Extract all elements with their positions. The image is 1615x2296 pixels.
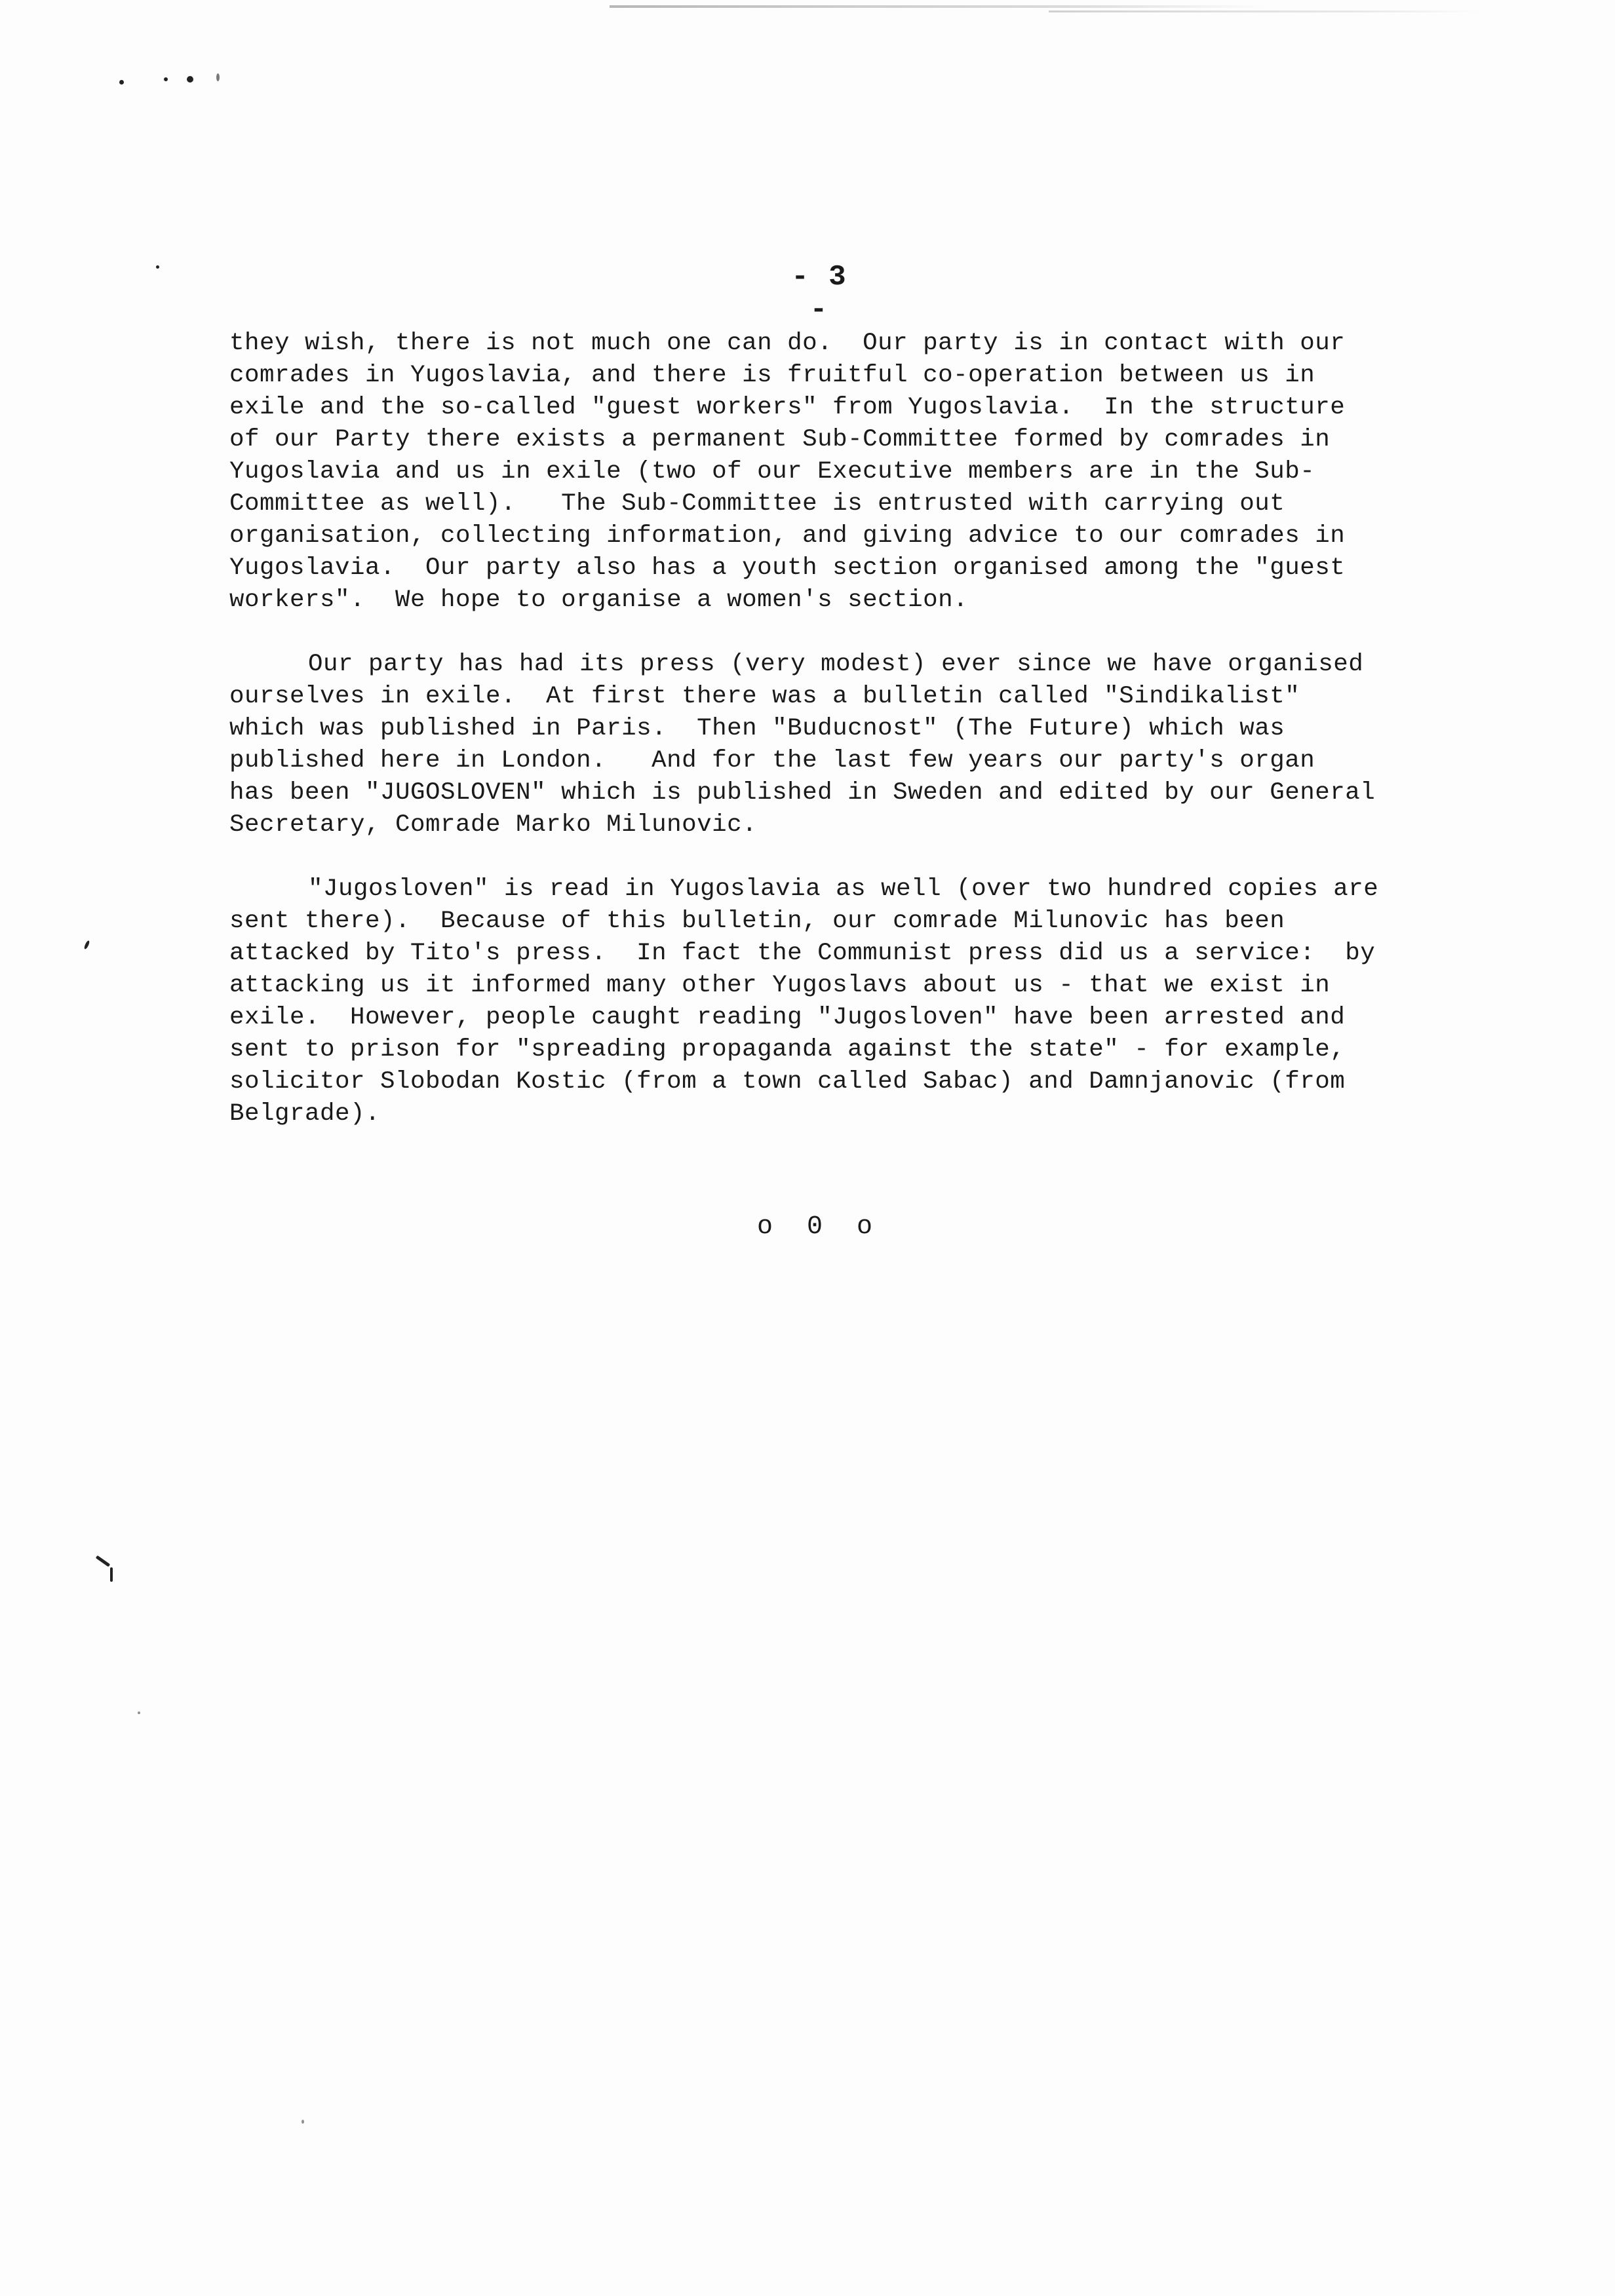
scan-edge-line: [610, 5, 1265, 8]
text-line: attacking us it informed many other Yugoslavs about us - that we exist in: [229, 972, 1331, 999]
text-line: sent to prison for "spreading propaganda against the state" - for example,: [229, 1036, 1346, 1063]
text-line: published here in London. And for the last few years our party's organ: [229, 747, 1315, 775]
scan-speck: [164, 77, 168, 81]
text-line: of our Party there exists a permanent Sub-Committee formed by comrades in: [229, 426, 1331, 453]
text-line: solicitor Slobodan Kostic (from a town called Sabac) and Damnjanovic (from: [229, 1068, 1346, 1096]
text-line: workers". We hope to organise a women's section.: [229, 586, 969, 614]
paragraph: [229, 328, 1481, 617]
scan-speck: [83, 940, 90, 950]
scan-speck: [187, 76, 193, 83]
scan-speck: [216, 73, 220, 81]
text-line: Secretary, Comrade Marko Milunovic.: [229, 811, 758, 839]
scan-speck: [96, 1556, 111, 1567]
text-line: Our party has had its press (very modest) ever since we have organised: [308, 651, 1364, 678]
page-number: - 3 -: [791, 261, 847, 326]
scan-speck: [302, 2120, 304, 2124]
paragraph: [229, 649, 1481, 841]
text-line: sent there). Because of this bulletin, our comrade Milunovic has been: [229, 908, 1285, 935]
scan-speck: [119, 80, 124, 85]
text-line: ourselves in exile. At first there was a bulletin called "Sindikalist": [229, 683, 1300, 710]
text-line: Committee as well). The Sub-Committee is entrusted with carrying out: [229, 490, 1285, 518]
document-body: [229, 328, 1481, 1162]
text-line: exile and the so-called "guest workers" from Yugoslavia. In the structure: [229, 394, 1346, 421]
text-line: Yugoslavia. Our party also has a youth section organised among the "guest: [229, 554, 1346, 582]
text-line: has been "JUGOSLOVEN" which is published in Sweden and edited by our General: [229, 779, 1376, 807]
text-line: organisation, collecting information, and giving advice to our comrades in: [229, 522, 1346, 550]
scan-speck: [138, 1712, 140, 1714]
paragraph: [229, 873, 1481, 1130]
text-line: which was published in Paris. Then "Buducnost" (The Future) which was: [229, 715, 1285, 742]
scan-speck: [156, 265, 159, 269]
text-line: "Jugosloven" is read in Yugoslavia as well (over two hundred copies are: [308, 875, 1379, 903]
text-line: Belgrade).: [229, 1100, 381, 1128]
text-line: comrades in Yugoslavia, and there is fruitful co-operation between us in: [229, 362, 1315, 389]
scan-speck: [110, 1567, 113, 1582]
scan-edge-line: [1049, 10, 1481, 12]
text-line: exile. However, people caught reading "Jugosloven" have been arrested and: [229, 1004, 1346, 1031]
end-of-document-mark: o 0 o: [756, 1212, 882, 1242]
text-line: Yugoslavia and us in exile (two of our Executive members are in the Sub-: [229, 458, 1315, 486]
text-line: attacked by Tito's press. In fact the Communist press did us a service: by: [229, 940, 1376, 967]
text-line: they wish, there is not much one can do. Our party is in contact with our: [229, 330, 1346, 357]
